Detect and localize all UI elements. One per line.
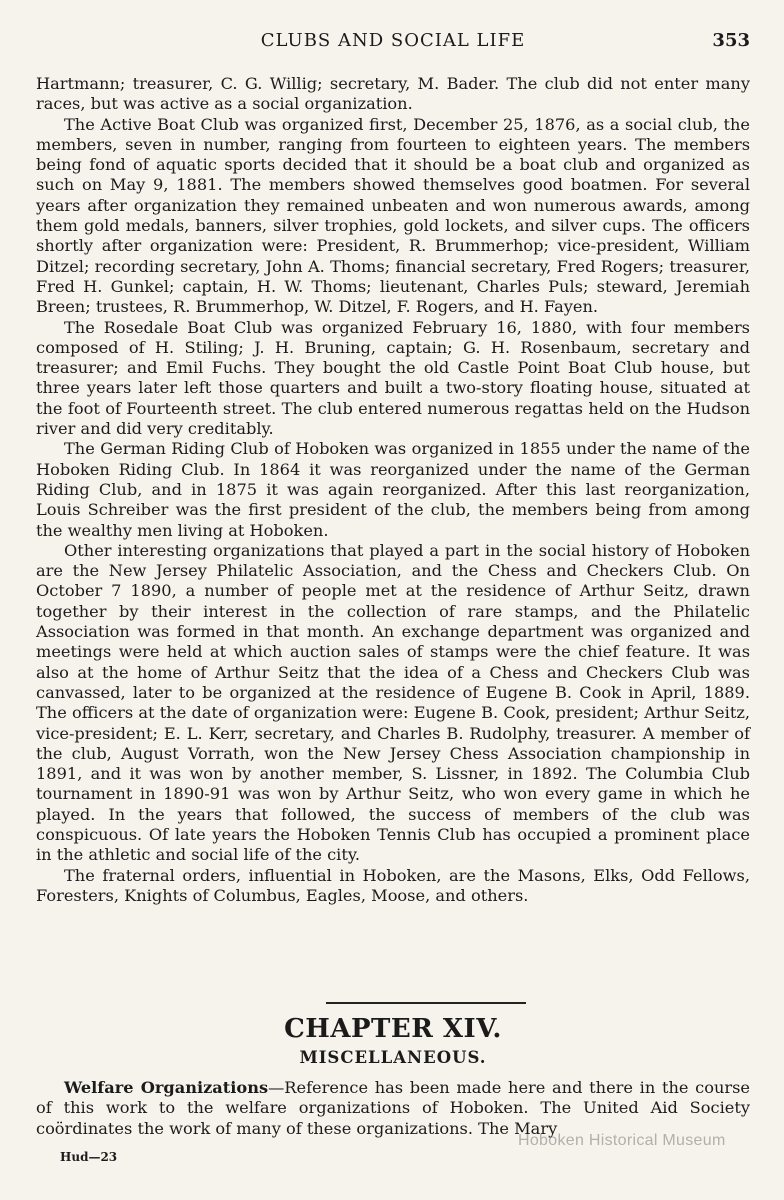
page-header [36,30,750,54]
running-head: CLUBS AND SOCIAL LIFE [260,30,526,51]
chapter-divider [326,1002,526,1004]
paragraph-rosedale-boat-club: The Rosedale Boat Club was organized February 16, 1880, with four members composed of H. Stiling; J. H. Bruning, captain; G. H. Rosenbaum, secretary and treasurer; and Emil Fuchs. They bought the old Castle Point Boat Club house, but three years later left those quarters and built a two-story floating house, situated at the foot of Fourteenth street. The club entered numerous regattas held on the Hudson river and did very creditably. [36,317,750,439]
watermark: Hoboken Historical Museum [518,1132,726,1149]
welfare-lead: Welfare Organizations [64,1078,269,1097]
paragraph-active-boat-club: The Active Boat Club was organized first, December 25, 1876, as a social club, the members, seven in number, ranging from fourteen to eighteen years. The members being fond of aquatic sports decided that it should be a boat club and organized as such on May 9, 1881. The members showed themselves good boatmen. For several years after organization they remained unbeaten and won numerous awards, among them gold medals, banners, silver trophies, gold lockets, and silver cups. The officers shortly after organization were: President, R. Brummerhop; vice-president, William Ditzel; recording secretary, John A. Thoms; financial secretary, Fred Rogers; treasurer, Fred H. Gunkel; captain, H. W. Thoms; lieutenant, Charles Puls; steward, Jeremiah Breen; trustees, R. Brummerhop, W. Ditzel, F. Rogers, and H. Fayen. [36,114,750,317]
welfare-text: Reference has been made here and there in the course of this work to the welfare organizations of Hoboken. The United Aid Society coördinates the work of many of these organizations. The Mary [36,1078,750,1138]
paragraph-hartmann: Hartmann; treasurer, C. G. Willig; secretary, M. Bader. The club did not enter many races, but was active as a social organization. [36,74,750,114]
welfare-section [36,1078,750,1139]
signature-mark: Hud—23 [60,1150,118,1164]
paragraph-german-riding-club: The German Riding Club of Hoboken was organized in 1855 under the name of the Hoboken Riding Club. In 1864 it was reorganized under the name of the German Riding Club, and in 1875 it was again reorganized. After this last reorganization, Louis Schreiber was the first president of the club, the members being from among the wealthy men living at Hoboken. [36,439,750,540]
paragraph-philatelic-chess: Other interesting organizations that played a part in the social history of Hoboken are the New Jersey Philatelic Association, and the Chess and Checkers Club. On October 7 1890, a number of people met at the residence of Arthur Seitz, drawn together by their interest in the collection of rare stamps, and the Philatelic Association was formed in that month. An exchange department was organized and meetings were held at which auction sales of stamps were the chief feature. It was also at the home of Arthur Seitz that the idea of a Chess and Checkers Club was canvassed, later to be organized at the residence of Eugene B. Cook in April, 1889. The officers at the date of organization were: Eugene B. Cook, president; Arthur Seitz, vice-president; E. L. Kerr, secretary, and Charles B. Rudolphy, treasurer. A member of the club, August Vorrath, won the New Jersey Chess Association championship in 1891, and it was won by another member, S. Lissner, in 1892. The Columbia Club tournament in 1890-91 was won by Arthur Seitz, who won every game in which he played. In the years that followed, the success of members of the club was conspicuous. Of late years the Hoboken Tennis Club has occupied a prominent place in the athletic and social life of the city. [36,540,750,865]
paragraph-welfare [36,1078,750,1139]
body-text [36,74,750,906]
welfare-dash: — [268,1078,285,1097]
paragraph-fraternal-orders: The fraternal orders, influential in Hoboken, are the Masons, Elks, Odd Fellows, Foresters, Knights of Columbus, Eagles, Moose, and others. [36,865,750,905]
page-number: 353 [712,30,750,51]
chapter-title: CHAPTER XIV. [284,1014,502,1044]
chapter-subtitle: MISCELLANEOUS. [299,1048,487,1067]
